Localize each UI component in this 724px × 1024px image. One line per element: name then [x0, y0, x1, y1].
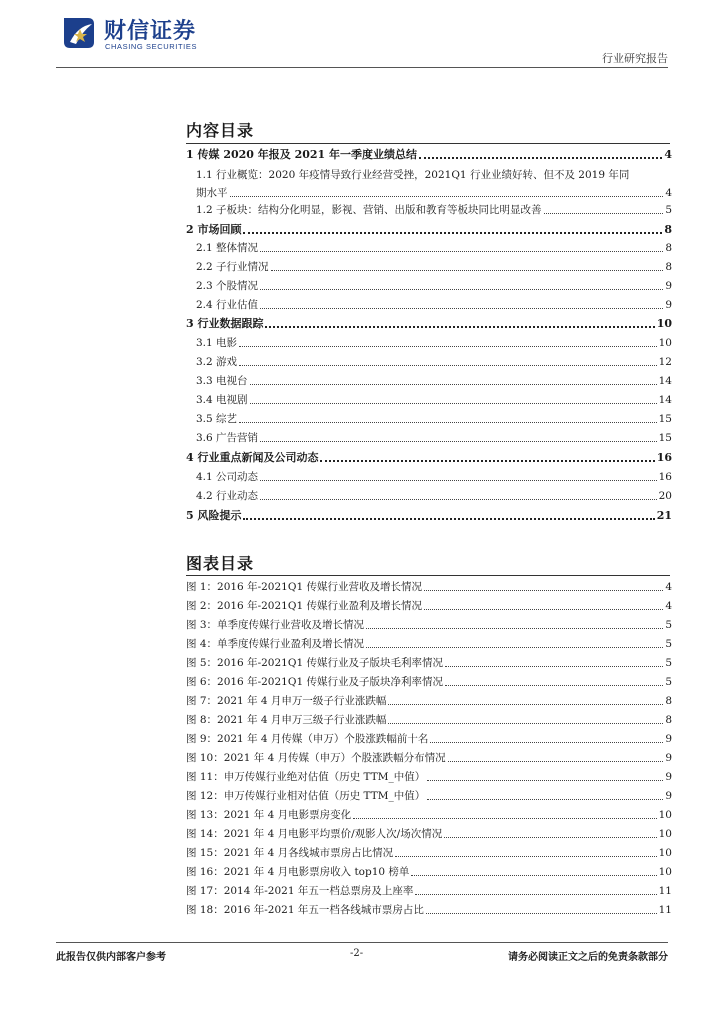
dot-leader [320, 460, 654, 462]
dot-leader [388, 704, 663, 705]
dot-leader [366, 647, 663, 648]
figure-list-entry[interactable] [186, 578, 672, 594]
dot-leader [544, 213, 664, 214]
figure-entry-title: 图 10：2021 年 4 月传媒（申万）个股涨跌幅分布情况 [186, 752, 446, 764]
dot-leader [445, 666, 663, 667]
figure-entry-page: 5 [665, 638, 672, 650]
footer-divider [56, 942, 668, 943]
logo-text-cn: 财信证券 [104, 19, 197, 44]
logo-text-en: CHASING SECURITIES [105, 42, 198, 51]
figure-entry-title: 图 15：2021 年 4 月各线城市票房占比情况 [186, 847, 394, 859]
toc-entry-title: 3.6 广告营销 [196, 432, 259, 444]
toc-entry-title: 5 风险提示 [186, 509, 242, 522]
figure-list-entry[interactable] [186, 654, 672, 670]
toc-entry-page: 15 [658, 432, 672, 444]
figure-list-entry[interactable] [186, 749, 672, 765]
toc-entry-title: 2.1 整体情况 [196, 242, 259, 254]
toc-entry-chapter[interactable] [186, 146, 672, 162]
figure-list-entry[interactable] [186, 863, 672, 879]
toc-entry-page: 16 [656, 451, 672, 464]
toc-entry-page: 5 [665, 204, 672, 216]
toc-entry-section[interactable] [186, 166, 672, 182]
figure-entry-page: 4 [665, 581, 672, 593]
figure-list-entry[interactable] [186, 730, 672, 746]
toc-entry-page: 14 [658, 375, 672, 387]
figure-entry-page: 9 [665, 733, 672, 745]
figure-list-entry[interactable] [186, 692, 672, 708]
toc-entry-title: 3 行业数据跟踪 [186, 317, 264, 330]
dot-leader [430, 742, 663, 743]
figure-list-entry[interactable] [186, 597, 672, 613]
figure-entry-page: 8 [665, 695, 672, 707]
dot-leader [427, 780, 663, 781]
toc-entry-page: 4 [664, 148, 672, 161]
dot-leader [243, 518, 654, 520]
toc-entry-page: 12 [658, 356, 672, 368]
figure-list-title-divider [186, 575, 670, 576]
figure-list-entry[interactable] [186, 787, 672, 803]
dot-leader [243, 232, 662, 234]
dot-leader [415, 894, 656, 895]
toc-entry-chapter[interactable] [186, 221, 672, 237]
figure-entry-page: 10 [658, 809, 672, 821]
toc-entry-section[interactable] [186, 372, 672, 388]
figure-entry-page: 9 [665, 771, 672, 783]
toc-entry-title: 3.2 游戏 [196, 356, 238, 368]
figure-entry-page: 5 [665, 657, 672, 669]
dot-leader [424, 609, 663, 610]
toc-entry-section[interactable] [186, 487, 672, 503]
toc-entry-section[interactable] [186, 184, 672, 200]
toc-entry-page: 10 [656, 317, 672, 330]
dot-leader [388, 723, 663, 724]
dot-leader [239, 422, 657, 423]
toc-entry-title: 3.4 电视剧 [196, 394, 248, 406]
footer-disclaimer-left: 此报告仅供内部客户参考 [56, 952, 166, 963]
figure-entry-title: 图 11：申万传媒行业绝对估值（历史 TTM_中值） [186, 771, 426, 783]
toc-entry-section[interactable] [186, 239, 672, 255]
figure-list-entry[interactable] [186, 844, 672, 860]
figure-entry-title: 图 17：2014 年-2021 年五一档总票房及上座率 [186, 885, 414, 897]
toc-entry-page: 9 [665, 280, 672, 292]
dot-leader [271, 270, 664, 271]
dot-leader [411, 875, 656, 876]
figure-entry-title: 图 8：2021 年 4 月申万三级子行业涨跌幅 [186, 714, 387, 726]
figure-entry-title: 图 6：2016 年-2021Q1 传媒行业及子版块净利率情况 [186, 676, 443, 688]
figure-entry-page: 9 [665, 790, 672, 802]
toc-entry-page: 10 [658, 337, 672, 349]
figure-entry-title: 图 13：2021 年 4 月电影票房变化 [186, 809, 352, 821]
header-divider [56, 67, 668, 68]
figure-entry-page: 11 [658, 885, 672, 897]
dot-leader [427, 799, 663, 800]
toc-entry-page: 8 [664, 223, 672, 236]
toc-entry-title: 3.3 电视台 [196, 375, 248, 387]
toc-entry-title: 1 传媒 2020 年报及 2021 年一季度业绩总结 [186, 148, 418, 161]
dot-leader [260, 480, 657, 481]
figure-entry-title: 图 18：2016 年-2021 年五一档各线城市票房占比 [186, 904, 424, 916]
dot-leader [366, 628, 663, 629]
toc-entry-title: 3.1 电影 [196, 337, 238, 349]
toc-entry-section[interactable] [186, 277, 672, 293]
toc-entry-title: 4.1 公司动态 [196, 471, 259, 483]
toc-entry-section[interactable] [186, 391, 672, 407]
figure-entry-title: 图 12：申万传媒行业相对估值（历史 TTM_中值） [186, 790, 426, 802]
figure-entry-page: 8 [665, 714, 672, 726]
figure-entry-title: 图 1：2016 年-2021Q1 传媒行业营收及增长情况 [186, 581, 422, 593]
page-number: -2- [350, 948, 364, 959]
figure-list-entry[interactable] [186, 635, 672, 651]
toc-entry-page: 8 [665, 242, 672, 254]
toc-entry-chapter[interactable] [186, 449, 672, 465]
figure-entry-page: 10 [658, 847, 672, 859]
toc-entry-title: 2.3 个股情况 [196, 280, 259, 292]
toc-title-divider [186, 143, 670, 144]
figure-list-entry[interactable] [186, 673, 672, 689]
dot-leader [260, 441, 657, 442]
dot-leader [265, 326, 654, 328]
dot-leader [239, 346, 657, 347]
footer-disclaimer-right: 请务必阅读正文之后的免责条款部分 [508, 952, 668, 963]
figure-entry-page: 5 [665, 676, 672, 688]
figure-list-entry[interactable] [186, 616, 672, 632]
toc-entry-page: 21 [656, 509, 672, 522]
figure-entry-title: 图 2：2016 年-2021Q1 传媒行业盈利及增长情况 [186, 600, 422, 612]
figure-entry-title: 图 3：单季度传媒行业营收及增长情况 [186, 619, 365, 631]
dot-leader [395, 856, 657, 857]
toc-entry-page: 8 [665, 261, 672, 273]
dot-leader [250, 403, 657, 404]
toc-entry-title: 3.5 综艺 [196, 413, 238, 425]
figure-entry-title: 图 16：2021 年 4 月电影票房收入 top10 榜单 [186, 866, 410, 878]
toc-entry-title: 期水平 [196, 187, 228, 199]
dot-leader [260, 499, 657, 500]
dot-leader [448, 761, 664, 762]
toc-entry-section[interactable] [186, 334, 672, 350]
figure-list-entry[interactable] [186, 768, 672, 784]
toc-entry-page: 15 [658, 413, 672, 425]
toc-entry-section[interactable] [186, 201, 672, 217]
figure-list-title: 图表目录 [186, 554, 255, 573]
figure-list-entry[interactable] [186, 806, 672, 822]
dot-leader [239, 365, 657, 366]
toc-entry-page: 9 [665, 299, 672, 311]
toc-entry-section[interactable] [186, 468, 672, 484]
figure-entry-title: 图 4：单季度传媒行业盈利及增长情况 [186, 638, 365, 650]
toc-entry-page: 4 [665, 187, 672, 199]
figure-list-entry[interactable] [186, 711, 672, 727]
logo-mark-icon [58, 12, 100, 54]
toc-entry-page: 20 [658, 490, 672, 502]
dot-leader [445, 685, 663, 686]
figure-list-entry[interactable] [186, 825, 672, 841]
toc-entry-section[interactable] [186, 258, 672, 274]
figure-list-entry[interactable] [186, 882, 672, 898]
dot-leader [426, 913, 657, 914]
dot-leader [424, 590, 663, 591]
company-logo [58, 12, 218, 56]
dot-leader [260, 289, 663, 290]
figure-entry-page: 10 [658, 828, 672, 840]
dot-leader [353, 818, 657, 819]
toc-entry-section[interactable] [186, 410, 672, 426]
figure-entry-page: 9 [665, 752, 672, 764]
dot-leader [260, 251, 663, 252]
figure-entry-title: 图 5：2016 年-2021Q1 传媒行业及子版块毛利率情况 [186, 657, 443, 669]
toc-entry-title: 1.1 行业概览：2020 年疫情导致行业经营受挫，2021Q1 行业业绩好转、但不及 2019 年同 [196, 169, 630, 181]
figure-entry-page: 4 [665, 600, 672, 612]
figure-entry-title: 图 7：2021 年 4 月申万一级子行业涨跌幅 [186, 695, 387, 707]
toc-entry-title: 4.2 行业动态 [196, 490, 259, 502]
toc-entry-chapter[interactable] [186, 315, 672, 331]
figure-entry-title: 图 14：2021 年 4 月电影平均票价/观影人次/场次情况 [186, 828, 443, 840]
toc-entry-section[interactable] [186, 296, 672, 312]
toc-entry-title: 1.2 子板块：结构分化明显，影视、营销、出版和教育等板块同比明显改善 [196, 204, 542, 216]
document-type-label: 行业研究报告 [602, 52, 668, 65]
dot-leader [444, 837, 656, 838]
toc-title: 内容目录 [186, 121, 255, 140]
figure-entry-page: 5 [665, 619, 672, 631]
toc-entry-page: 14 [658, 394, 672, 406]
toc-entry-page: 16 [658, 471, 672, 483]
dot-leader [250, 384, 657, 385]
toc-entry-title: 2.2 子行业情况 [196, 261, 269, 273]
figure-entry-page: 10 [658, 866, 672, 878]
dot-leader [230, 196, 664, 197]
dot-leader [419, 157, 662, 159]
figure-list-entry[interactable] [186, 901, 672, 917]
toc-entry-section[interactable] [186, 353, 672, 369]
toc-entry-chapter[interactable] [186, 507, 672, 523]
toc-entry-title: 4 行业重点新闻及公司动态 [186, 451, 319, 464]
figure-entry-title: 图 9：2021 年 4 月传媒（申万）个股涨跌幅前十名 [186, 733, 429, 745]
figure-entry-page: 11 [658, 904, 672, 916]
toc-entry-section[interactable] [186, 429, 672, 445]
toc-entry-title: 2 市场回顾 [186, 223, 242, 236]
toc-entry-title: 2.4 行业估值 [196, 299, 259, 311]
dot-leader [260, 308, 663, 309]
